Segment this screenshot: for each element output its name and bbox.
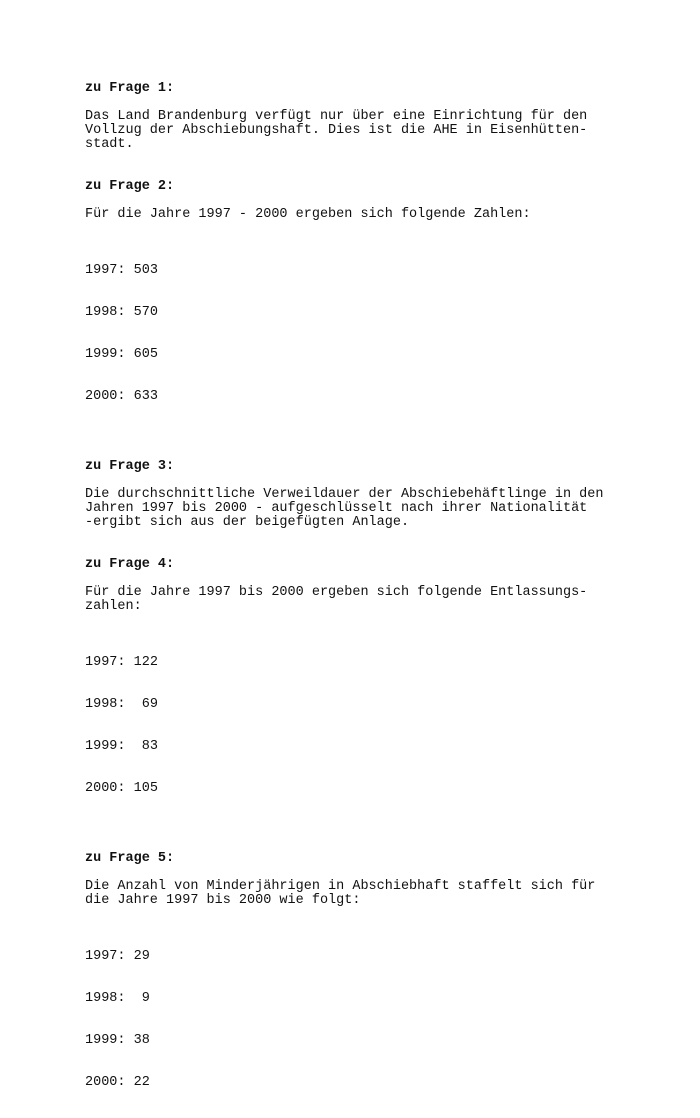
section-frage-1 <box>85 82 645 152</box>
section-frage-3 <box>85 460 645 530</box>
section-heading: zu Frage 3: <box>85 459 175 474</box>
stat-year: 2000: <box>85 781 126 796</box>
stat-value: 122 <box>133 655 158 670</box>
year-stats-list <box>85 628 645 824</box>
stat-row <box>85 348 645 362</box>
stat-value: 38 <box>133 1033 150 1048</box>
year-stats-list <box>85 236 645 432</box>
section-heading: zu Frage 1: <box>85 81 175 96</box>
stat-row <box>85 390 645 404</box>
section-frage-5 <box>85 852 645 1118</box>
stat-value: 9 <box>133 991 150 1006</box>
stat-value: 22 <box>133 1075 150 1090</box>
stat-row <box>85 1076 645 1090</box>
stat-year: 1998: <box>85 697 126 712</box>
stat-row <box>85 782 645 796</box>
stat-value: 105 <box>133 781 158 796</box>
section-frage-2 <box>85 180 645 432</box>
section-paragraph: Die durchschnittliche Verweildauer der Abschiebehäftlinge in den Jahren 1997 bis 2000 - aufgeschlüsselt nach ihrer Nationalität -ergibt sich aus der beigefügten Anlage. <box>85 487 604 530</box>
stat-year: 1999: <box>85 347 126 362</box>
stat-year: 1997: <box>85 263 126 278</box>
stat-year: 1998: <box>85 991 126 1006</box>
stat-year: 2000: <box>85 1075 126 1090</box>
stat-value: 633 <box>133 389 158 404</box>
section-heading: zu Frage 5: <box>85 851 175 866</box>
stat-value: 605 <box>133 347 158 362</box>
stat-value: 69 <box>133 697 158 712</box>
stat-value: 570 <box>133 305 158 320</box>
stat-year: 1997: <box>85 949 126 964</box>
stat-value: 83 <box>133 739 158 754</box>
section-heading: zu Frage 2: <box>85 179 175 194</box>
stat-value: 29 <box>133 949 150 964</box>
year-stats-list <box>85 922 645 1118</box>
stat-year: 1998: <box>85 305 126 320</box>
stat-year: 1999: <box>85 739 126 754</box>
stat-row <box>85 306 645 320</box>
section-paragraph: Die Anzahl von Minderjährigen in Abschiebhaft staffelt sich für die Jahre 1997 bis 2000 wie folgt: <box>85 879 596 908</box>
stat-year: 1999: <box>85 1033 126 1048</box>
stat-row <box>85 1034 645 1048</box>
stat-value: 503 <box>133 263 158 278</box>
stat-row <box>85 264 645 278</box>
section-paragraph: Für die Jahre 1997 bis 2000 ergeben sich folgende Entlassungs- zahlen: <box>85 585 588 614</box>
section-paragraph: Das Land Brandenburg verfügt nur über eine Einrichtung für den Vollzug der Abschiebungshaft. Dies ist die AHE in Eisenhütten- stadt. <box>85 109 588 152</box>
stat-year: 1997: <box>85 655 126 670</box>
stat-row <box>85 992 645 1006</box>
stat-row <box>85 656 645 670</box>
stat-year: 2000: <box>85 389 126 404</box>
section-heading: zu Frage 4: <box>85 557 175 572</box>
stat-row <box>85 740 645 754</box>
document-page <box>85 82 645 1118</box>
stat-row <box>85 950 645 964</box>
section-paragraph: Für die Jahre 1997 - 2000 ergeben sich folgende Zahlen: <box>85 207 531 222</box>
section-frage-4 <box>85 558 645 824</box>
stat-row <box>85 698 645 712</box>
